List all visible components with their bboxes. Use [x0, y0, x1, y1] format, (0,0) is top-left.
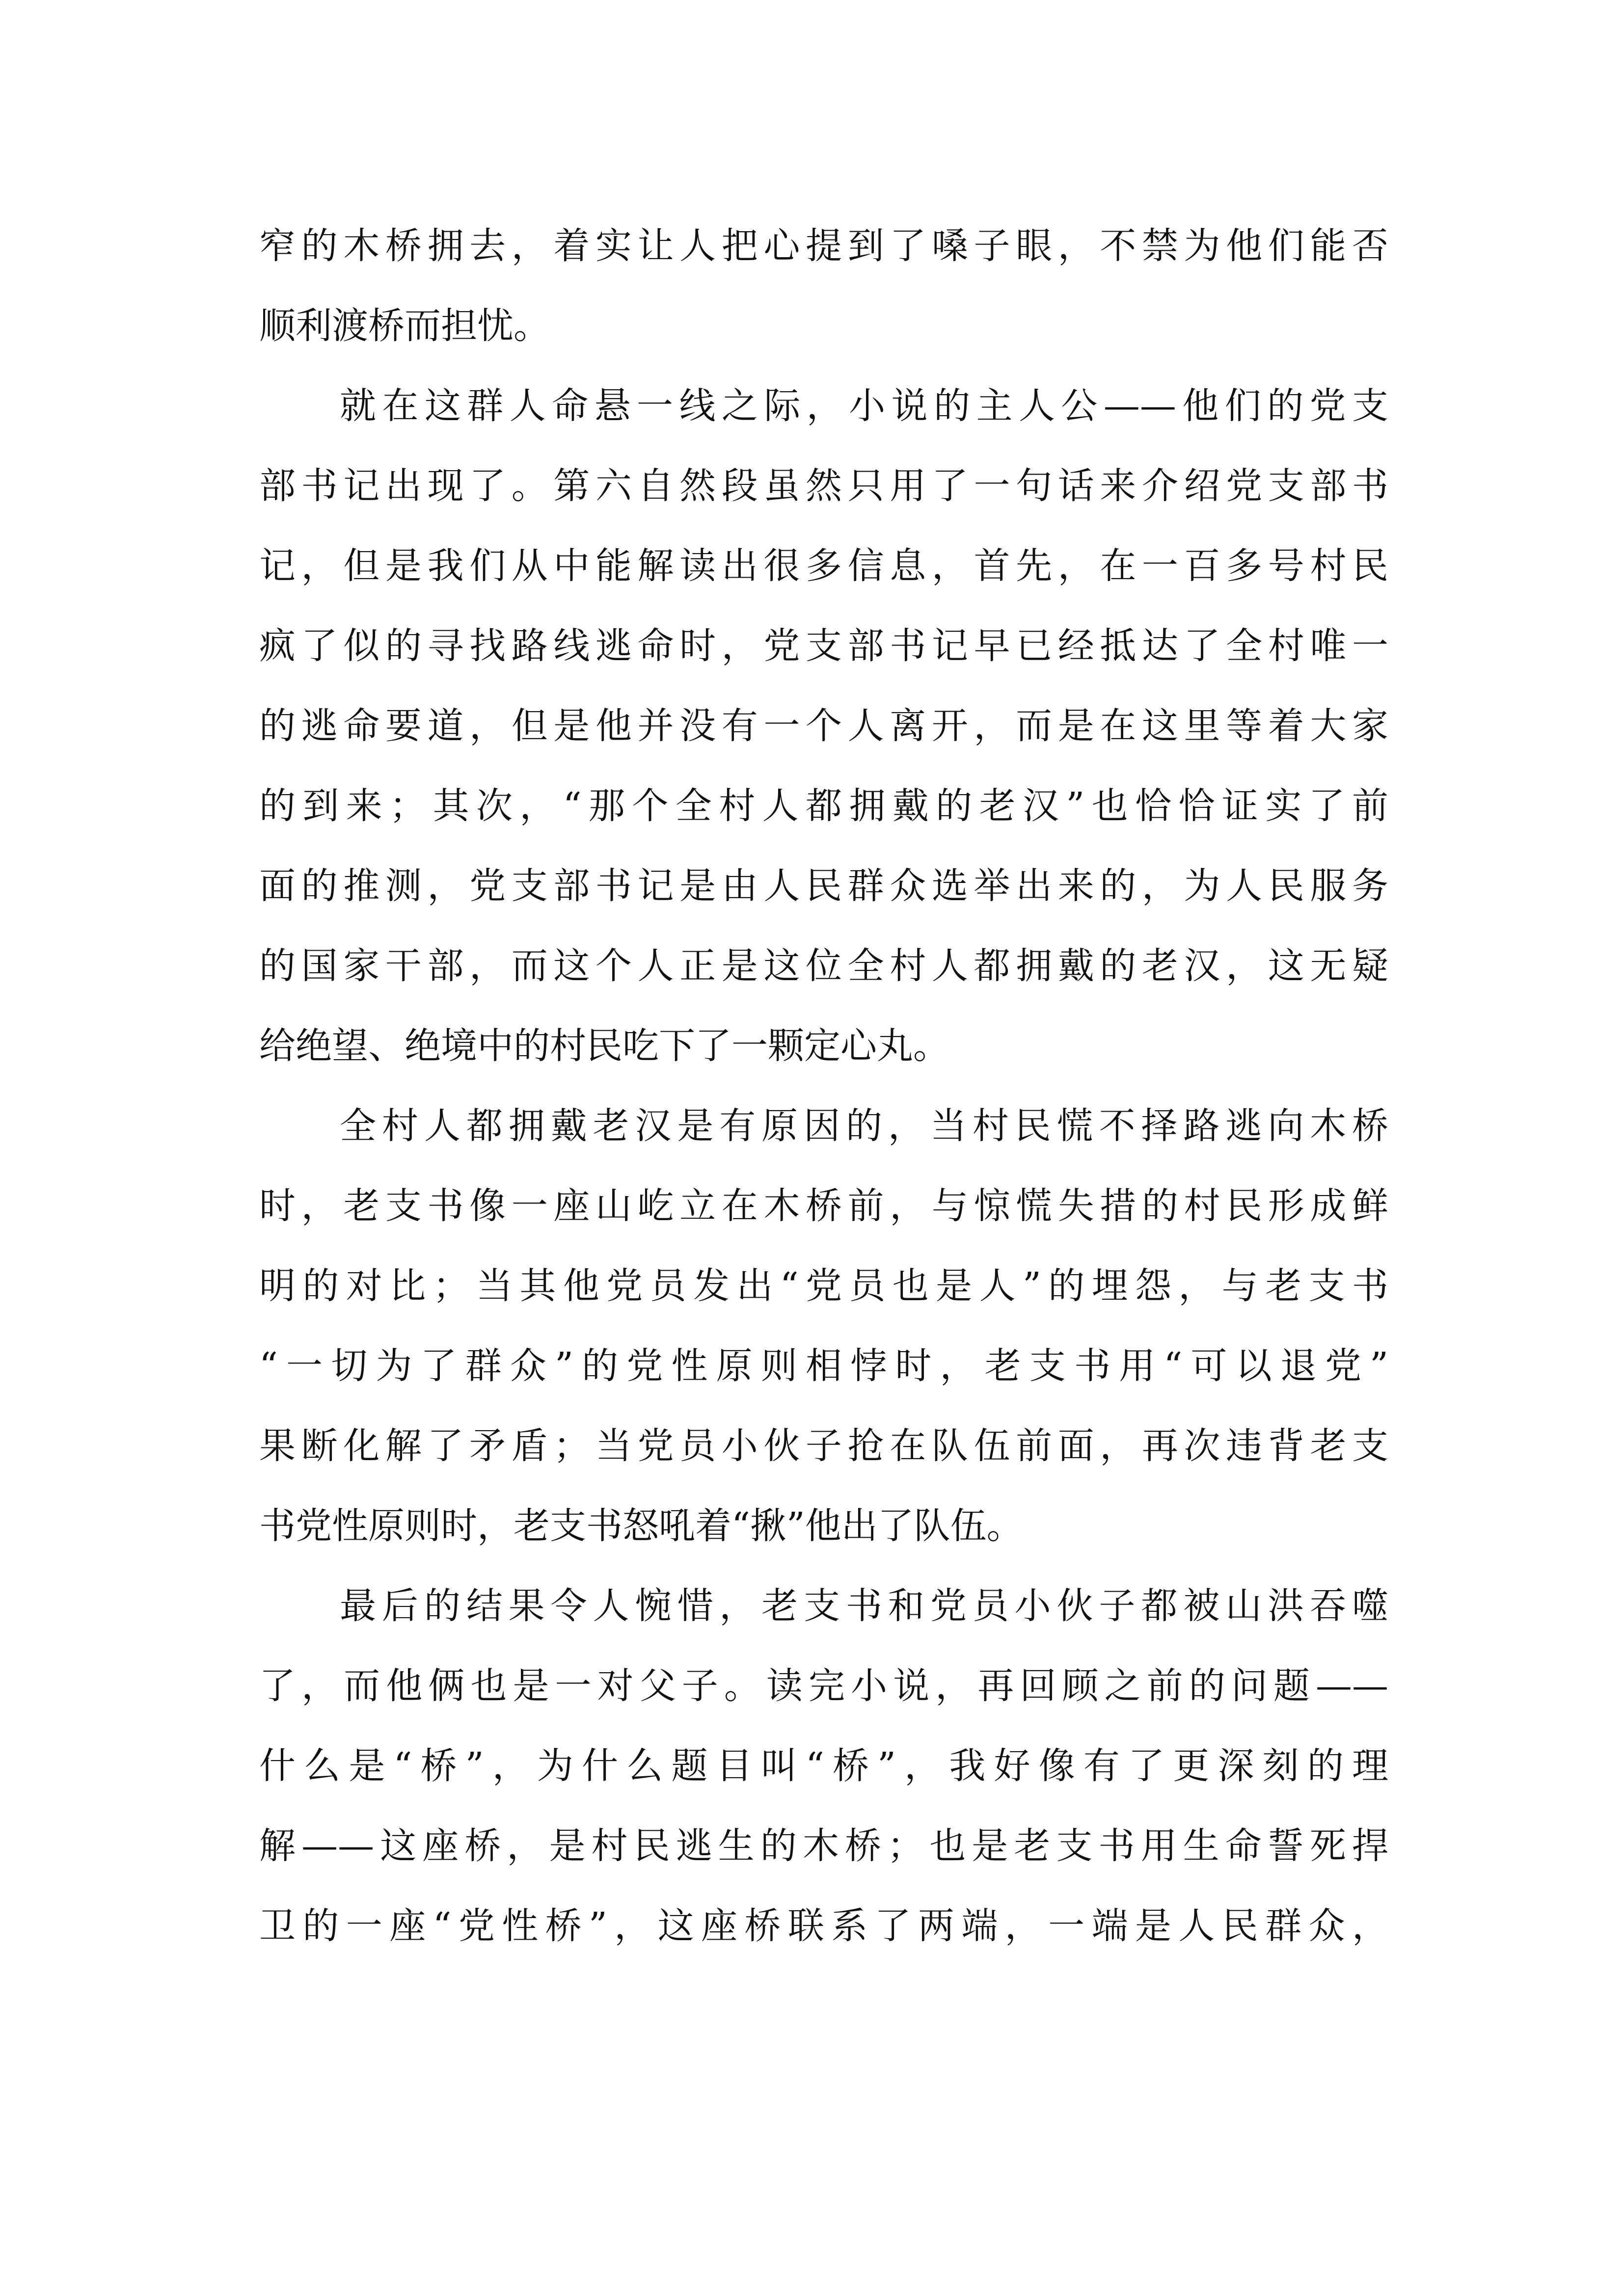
text-line: 时，老支书像一座山屹立在木桥前，与惊慌失措的村民形成鲜	[259, 1185, 1388, 1227]
paragraph	[259, 1566, 1388, 1966]
paragraph	[259, 1086, 1388, 1566]
text-line: 的到来；其次，“那个全村人都拥戴的老汉”也恰恰证实了前	[259, 785, 1388, 827]
text-line: 窄的木桥拥去，着实让人把心提到了嗓子眼，不禁为他们能否	[259, 225, 1388, 267]
text-line: 就在这群人命悬一线之际，小说的主人公——他们的党支	[340, 385, 1388, 427]
text-line: 的国家干部，而这个人正是这位全村人都拥戴的老汉，这无疑	[259, 945, 1388, 987]
text-line: 什么是“桥”，为什么题目叫“桥”，我好像有了更深刻的理	[259, 1745, 1388, 1787]
text-line: 书党性原则时，老支书怒吼着“揪”他出了队伍。	[259, 1505, 1023, 1547]
text-line: 面的推测，党支部书记是由人民群众选举出来的，为人民服务	[259, 865, 1388, 907]
text-line: 顺利渡桥而担忧。	[259, 305, 550, 347]
text-line: 疯了似的寻找路线逃命时，党支部书记早已经抵达了全村唯一	[259, 625, 1388, 667]
text-line: 卫的一座“党性桥”，这座桥联系了两端，一端是人民群众，	[259, 1905, 1388, 1947]
text-line: 果断化解了矛盾；当党员小伙子抢在队伍前面，再次违背老支	[259, 1425, 1388, 1467]
text-line: 记，但是我们从中能解读出很多信息，首先，在一百多号村民	[259, 545, 1388, 587]
text-line: 的逃命要道，但是他并没有一个人离开，而是在这里等着大家	[259, 705, 1388, 747]
text-line: “一切为了群众”的党性原则相悖时，老支书用“可以退党”	[259, 1345, 1388, 1387]
paragraph	[259, 206, 1388, 366]
text-line: 明的对比；当其他党员发出“党员也是人”的埋怨，与老支书	[259, 1265, 1388, 1307]
paragraph	[259, 366, 1388, 1086]
text-line: 最后的结果令人惋惜，老支书和党员小伙子都被山洪吞噬	[340, 1585, 1388, 1627]
text-line: 给绝望、绝境中的村民吃下了一颗定心丸。	[259, 1025, 949, 1067]
text-line: 部书记出现了。第六自然段虽然只用了一句话来介绍党支部书	[259, 465, 1388, 507]
body-text	[259, 206, 1388, 1966]
text-line: 解——这座桥，是村民逃生的木桥；也是老支书用生命誓死捍	[259, 1825, 1388, 1867]
text-line: 全村人都拥戴老汉是有原因的，当村民慌不择路逃向木桥	[340, 1105, 1388, 1147]
text-line: 了，而他俩也是一对父子。读完小说，再回顾之前的问题——	[259, 1665, 1388, 1707]
